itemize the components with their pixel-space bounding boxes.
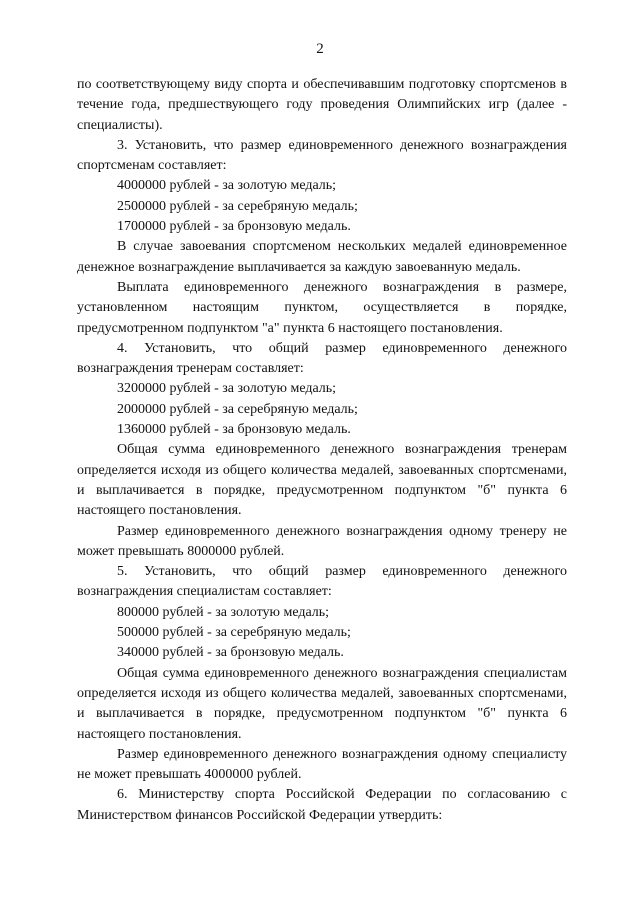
paragraph-coach-limit: Размер единовременного денежного вознаграждения одному тренеру не может превышать 8000000 рублей. (77, 523, 567, 559)
paragraph-specialists-total: Общая сумма единовременного денежного вознаграждения специалистам определяется исходя из общего количества медалей, завоеванных спортсменами, и выплачивается в порядке, предусмотренном подпунктом "б" пункта 6 настоящего постановления. (77, 665, 567, 742)
amount-line-athletes-silver: 2500000 рублей - за серебряную медаль; (117, 198, 358, 214)
paragraph-coaches-total: Общая сумма единовременного денежного вознаграждения тренерам определяется исходя из общего количества медалей, завоеванных спортсменами, и выплачивается в порядке, предусмотренном подпунктом "б" пункта 6 настоящего постановления. (77, 442, 567, 519)
amount-line-athletes-gold: 4000000 рублей - за золотую медаль; (117, 178, 337, 194)
paragraph-item-5: 5. Установить, что общий размер единовременного денежного вознаграждения специалистам составляет: (77, 564, 567, 600)
paragraph-item-3: 3. Установить, что размер единовременного денежного вознаграждения спортсменам составляет: (77, 137, 567, 174)
amount-line-athletes-bronze: 1700000 рублей - за бронзовую медаль. (117, 219, 351, 235)
paragraph-payment-athletes: Выплата единовременного денежного вознаграждения в размере, установленном настоящим пунктом, осуществляется в порядке, предусмотренном подпунктом "а" пункта 6 настоящего постановления. (77, 279, 567, 336)
paragraph-multiple-medals: В случае завоевания спортсменом нескольких медалей единовременное денежное вознаграждение выплачивается за каждую завоеванную медаль. (77, 239, 567, 275)
paragraph-item-6: 6. Министерству спорта Российской Федерации по согласованию с Министерством финансов Российской Федерации утвердить: (77, 787, 567, 823)
paragraph-continuation: по соответствующему виду спорта и обеспечивавшим подготовку спортсменов в течение года, предшествующего году проведения Олимпийских игр (далее - специалисты). (77, 77, 567, 133)
paragraph-specialist-limit: Размер единовременного денежного вознаграждения одному специалисту не может превышать 4000000 рублей. (77, 746, 567, 783)
amount-line-specialists-silver: 500000 рублей - за серебряную медаль; (117, 625, 351, 641)
paragraph-item-4: 4. Установить, что общий размер единовременного денежного вознаграждения тренерам составляет: (77, 340, 567, 377)
amount-line-specialists-bronze: 340000 рублей - за бронзовую медаль. (117, 645, 344, 661)
amount-line-specialists-gold: 800000 рублей - за золотую медаль; (117, 604, 330, 620)
document-body (77, 75, 567, 826)
amount-line-coaches-silver: 2000000 рублей - за серебряную медаль; (117, 401, 358, 417)
amount-line-coaches-bronze: 1360000 рублей - за бронзовую медаль. (117, 422, 351, 438)
amount-line-coaches-gold: 3200000 рублей - за золотую медаль; (117, 381, 337, 397)
page-number: 2 (316, 41, 324, 57)
